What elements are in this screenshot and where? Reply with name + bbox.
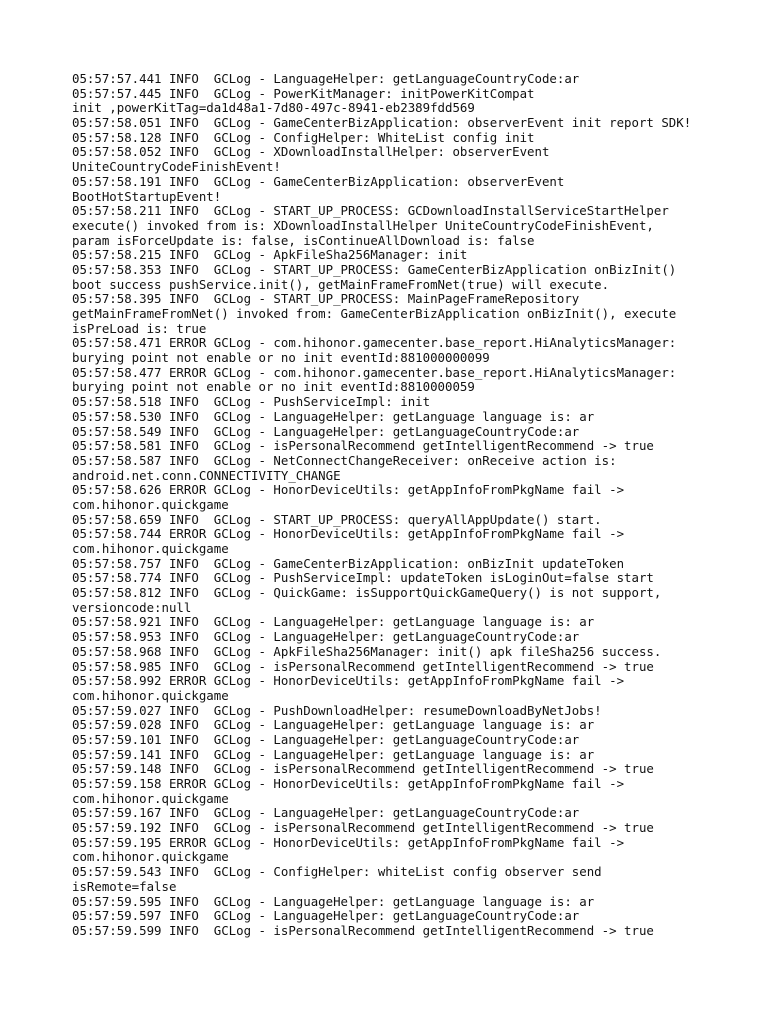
log-line: burying point not enable or no init eventId:8810000059	[72, 379, 475, 395]
log-line: 05:57:58.953 INFO GCLog - LanguageHelper: getLanguageCountryCode:ar	[72, 629, 580, 645]
log-line: com.hihonor.quickgame	[72, 687, 229, 703]
log-line: 05:57:59.543 INFO GCLog - ConfigHelper: whiteList config observer send	[72, 864, 602, 880]
log-line: 05:57:58.774 INFO GCLog - PushServiceImpl: updateToken isLoginOut=false start	[72, 570, 654, 586]
log-line: boot success pushService.init(), getMainFrameFromNet(true) will execute.	[72, 276, 610, 292]
log-line: 05:57:59.167 INFO GCLog - LanguageHelper: getLanguageCountryCode:ar	[72, 805, 580, 821]
log-line: android.net.conn.CONNECTIVITY_CHANGE	[72, 467, 341, 483]
log-line: 05:57:58.549 INFO GCLog - LanguageHelper: getLanguageCountryCode:ar	[72, 423, 580, 439]
log-line: versioncode:null	[72, 599, 192, 615]
log-line: 05:57:58.191 INFO GCLog - GameCenterBizApplication: observerEvent	[72, 173, 565, 189]
log-document	[72, 72, 752, 939]
log-line: 05:57:58.211 INFO GCLog - START_UP_PROCESS: GCDownloadInstallServiceStartHelper	[72, 203, 669, 219]
log-line: burying point not enable or no init eventId:881000000099	[72, 350, 490, 366]
log-line: 05:57:59.195 ERROR GCLog - HonorDeviceUtils: getAppInfoFromPkgName fail ->	[72, 834, 625, 850]
log-line: 05:57:58.757 INFO GCLog - GameCenterBizApplication: onBizInit updateToken	[72, 555, 625, 571]
log-line: 05:57:58.518 INFO GCLog - PushServiceImpl: init	[72, 394, 431, 410]
log-line: 05:57:58.812 INFO GCLog - QuickGame: isSupportQuickGameQuery() is not support,	[72, 585, 662, 601]
log-line: com.hihonor.quickgame	[72, 496, 229, 512]
log-line: init ,powerKitTag=da1d48a1-7d80-497c-8941-eb2389fdd569	[72, 100, 475, 116]
log-line: 05:57:58.659 INFO GCLog - START_UP_PROCESS: queryAllAppUpdate() start.	[72, 511, 602, 527]
log-line: 05:57:59.101 INFO GCLog - LanguageHelper: getLanguageCountryCode:ar	[72, 731, 580, 747]
log-line: 05:57:58.215 INFO GCLog - ApkFileSha256Manager: init	[72, 247, 468, 263]
log-line: 05:57:59.597 INFO GCLog - LanguageHelper: getLanguageCountryCode:ar	[72, 908, 580, 924]
log-line: 05:57:58.921 INFO GCLog - LanguageHelper: getLanguage language is: ar	[72, 614, 595, 630]
log-line: isRemote=false	[72, 878, 177, 894]
log-line: 05:57:58.626 ERROR GCLog - HonorDeviceUtils: getAppInfoFromPkgName fail ->	[72, 482, 625, 498]
log-line: com.hihonor.quickgame	[72, 541, 229, 556]
log-line: 05:57:59.141 INFO GCLog - LanguageHelper: getLanguage language is: ar	[72, 746, 595, 762]
log-line: 05:57:57.441 INFO GCLog - LanguageHelper: getLanguageCountryCode:ar	[72, 71, 580, 86]
log-line: 05:57:59.027 INFO GCLog - PushDownloadHelper: resumeDownloadByNetJobs!	[72, 702, 602, 718]
log-line: 05:57:58.744 ERROR GCLog - HonorDeviceUtils: getAppInfoFromPkgName fail ->	[72, 526, 625, 542]
log-line: 05:57:58.051 INFO GCLog - GameCenterBizApplication: observerEvent init report SDK!	[72, 115, 692, 131]
log-line: 05:57:59.028 INFO GCLog - LanguageHelper: getLanguage language is: ar	[72, 717, 595, 733]
log-line: 05:57:58.052 INFO GCLog - XDownloadInstallHelper: observerEvent	[72, 144, 550, 160]
log-line: 05:57:58.353 INFO GCLog - START_UP_PROCESS: GameCenterBizApplication onBizInit()	[72, 261, 677, 277]
log-line: 05:57:58.128 INFO GCLog - ConfigHelper: WhiteList config init	[72, 129, 535, 145]
log-line: 05:57:58.968 INFO GCLog - ApkFileSha256Manager: init() apk fileSha256 success.	[72, 643, 662, 659]
log-line: isPreLoad is: true	[72, 320, 207, 336]
log-line: 05:57:58.587 INFO GCLog - NetConnectChangeReceiver: onReceive action is:	[72, 452, 617, 468]
log-line: 05:57:58.395 INFO GCLog - START_UP_PROCESS: MainPageFrameRepository	[72, 291, 580, 307]
log-line: 05:57:59.595 INFO GCLog - LanguageHelper: getLanguage language is: ar	[72, 893, 595, 909]
log-line: com.hihonor.quickgame	[72, 790, 229, 806]
log-line: getMainFrameFromNet() invoked from: GameCenterBizApplication onBizInit(), execute	[72, 306, 677, 321]
log-line: 05:57:58.581 INFO GCLog - isPersonalRecommend getIntelligentRecommend -> true	[72, 438, 654, 454]
log-line: com.hihonor.quickgame	[72, 849, 229, 865]
log-line: 05:57:58.471 ERROR GCLog - com.hihonor.gamecenter.base_report.HiAnalyticsManager:	[72, 335, 677, 351]
log-line: execute() invoked from is: XDownloadInstallHelper UniteCountryCodeFinishEvent,	[72, 217, 654, 233]
log-line: BootHotStartupEvent!	[72, 188, 222, 204]
log-line: 05:57:59.158 ERROR GCLog - HonorDeviceUtils: getAppInfoFromPkgName fail ->	[72, 776, 625, 791]
log-line: 05:57:58.530 INFO GCLog - LanguageHelper: getLanguage language is: ar	[72, 408, 595, 424]
log-line: param isForceUpdate is: false, isContinueAllDownload is: false	[72, 232, 535, 248]
log-line: 05:57:59.148 INFO GCLog - isPersonalRecommend getIntelligentRecommend -> true	[72, 761, 654, 777]
log-line: 05:57:58.985 INFO GCLog - isPersonalRecommend getIntelligentRecommend -> true	[72, 658, 654, 674]
log-line: 05:57:57.445 INFO GCLog - PowerKitManager: initPowerKitCompat	[72, 85, 535, 101]
log-line: 05:57:59.599 INFO GCLog - isPersonalRecommend getIntelligentRecommend -> true	[72, 922, 654, 938]
log-line: UniteCountryCodeFinishEvent!	[72, 159, 281, 175]
log-line: 05:57:58.992 ERROR GCLog - HonorDeviceUtils: getAppInfoFromPkgName fail ->	[72, 673, 625, 689]
log-line: 05:57:58.477 ERROR GCLog - com.hihonor.gamecenter.base_report.HiAnalyticsManager:	[72, 364, 677, 380]
log-line: 05:57:59.192 INFO GCLog - isPersonalRecommend getIntelligentRecommend -> true	[72, 820, 654, 836]
